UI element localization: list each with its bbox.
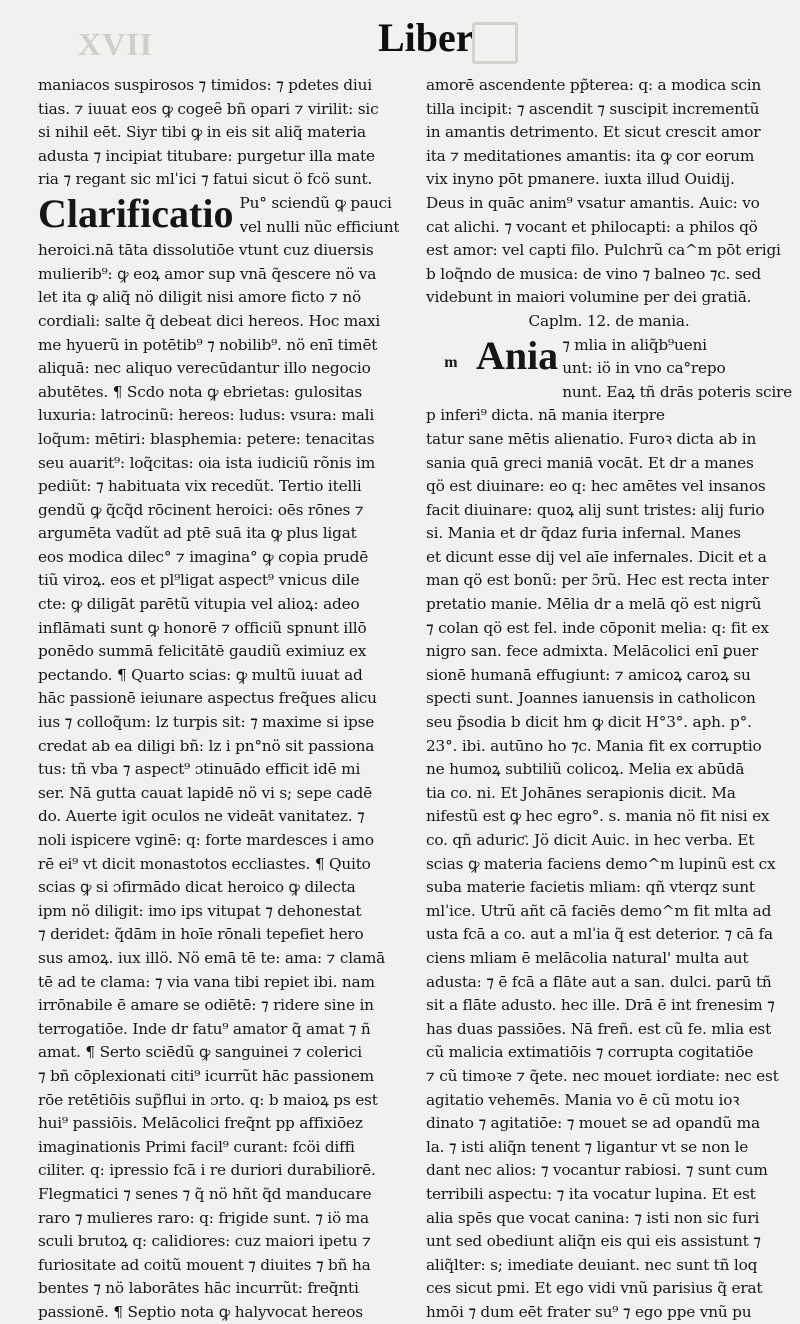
- heading-side-lines: [240, 192, 400, 239]
- right-body-lines: [426, 404, 792, 1324]
- text-line: me hyuerũ in potētib⁹ ⁊ nobilib⁹. nö enī timēt: [38, 335, 378, 354]
- text-line: ⁊ colan qö est fel. inde cōponit melia: q: fit ex: [426, 618, 769, 637]
- mania-initial-block: [426, 334, 792, 405]
- text-line: Pu° sciendũ ꝙ pauci: [239, 193, 392, 212]
- text-line: Deus in quāc anim⁹ vsatur amantis. Auic: vo: [426, 193, 760, 212]
- text-line: scias ꝙ si ɔfirmādo dicat heroico ꝙ dilecta: [38, 878, 356, 897]
- text-line: p inferi⁹ dicta. nā mania iterpre: [426, 406, 665, 425]
- text-line: cte: ꝙ diligāt parētũ vitupia vel alioꝝ: adeo: [38, 595, 360, 614]
- text-line: ⁊ cũ timoꝛe ⁊ q̃ete. nec mouet iordiate: nec est: [426, 1066, 779, 1085]
- text-line: nunt. Eaꝝ tñ drās poteris scire: [562, 382, 792, 401]
- text-line: has duas passiōes. Nā freñ. est cũ fe. mlia est: [426, 1019, 772, 1038]
- text-line: man qö est bonũ: per ɔ̃rũ. Hec est recta inter: [426, 571, 769, 590]
- text-line: amat. ¶ Serto sciēdũ ꝙ sanguinei ⁊ colerici: [38, 1043, 362, 1062]
- text-line: amorē ascendente pp̃terea: q: a modica scin: [426, 76, 762, 94]
- text-line: aliquā: nec aliquo verecūdantur illo negocio: [38, 359, 371, 378]
- chapter-title: Caplm. 12. de mania.: [528, 311, 690, 330]
- text-line: dant nec alios: ⁊ vocantur rabiosi. ⁊ sunt cum: [426, 1161, 768, 1180]
- left-top-lines: [38, 74, 414, 192]
- text-line: furiositate ad coitũ mouent ⁊ diuites ⁊ bñ ha: [38, 1255, 371, 1274]
- text-line: ⁊ deridet: q̃dām in hoīe rōnali tepefiet hero: [38, 925, 364, 944]
- text-line: rē ei⁹ vt dicit monastotos eccliastes. ¶ Quito: [38, 854, 371, 873]
- text-line: unt: iö in vno ca°repo: [562, 359, 726, 378]
- text-line: nifestũ est ꝙ hec egro°. s. mania nö fit nisi ex: [426, 807, 770, 826]
- clarificatio-heading: [38, 192, 414, 239]
- text-line: vix inyno pōt pmanere. iuxta illud Ouidij.: [426, 170, 735, 189]
- text-line: luxuria: latrocinũ: hereos: ludus: vsura: mali: [38, 406, 375, 425]
- text-line: bentes ⁊ nö laborātes hāc incurrũt: freq̃nti: [38, 1279, 359, 1298]
- text-line: sania quā greci maniā vocāt. Et dr a manes: [426, 453, 754, 472]
- text-line: agitatio vehemēs. Mania vo ē cũ motu ioꝛ: [426, 1090, 740, 1109]
- text-line: argumēta vadũt ad ptē suā ita ꝙ plus ligat: [38, 524, 357, 543]
- text-line: adusta: ⁊ ē fcā a flāte aut a san. dulci. parū tñ: [426, 972, 772, 991]
- text-line: cũ malicia extimatiōis ⁊ corrupta cogitatiōe: [426, 1043, 754, 1062]
- text-line: tiũ viroꝝ. eos et pl⁹ligat aspect⁹ vnicus dile: [38, 571, 360, 590]
- text-line: pectando. ¶ Quarto scias: ꝙ multũ iuuat ad: [38, 665, 363, 684]
- text-line: specti sunt. Joannes ianuensis in catholicon: [426, 689, 756, 708]
- text-line: terribili aspectu: ⁊ ita vocatur lupina. Et est: [426, 1184, 756, 1203]
- text-line: ne humoꝝ subtiliũ colicoꝝ. Melia ex abūdā: [426, 760, 745, 779]
- text-line: si. Mania et dr q̃daz furia infernal. Manes: [426, 524, 741, 543]
- text-line: ciliter. q: ipressio fcā i re duriori durabiliorē.: [38, 1161, 376, 1180]
- text-line: aliq̃lter: s; imediate deuiant. nec sunt tñ loq: [426, 1255, 758, 1274]
- text-line: co. qñ aduriƈ. Jö dicit Auic. in hec verba. Et: [426, 831, 755, 849]
- text-line: videbunt in maiori volumine per dei gratiā.: [426, 288, 752, 307]
- text-line: seu auarit⁹: loq̃citas: oia ista iudiciũ rõnis im: [38, 453, 376, 472]
- text-line: eos modica dilec° ⁊ imagina° ꝙ copia prudē: [38, 547, 369, 566]
- text-line: let ita ꝙ aliq̃ nö diligit nisi amore ficto ⁊ nö: [38, 288, 361, 307]
- text-line: tia co. ni. Et Johānes serapionis dicit. Ma: [426, 783, 736, 802]
- text-line: 23°. ibi. autūno ho ⁊c. Mania fit ex corruptio: [426, 736, 762, 755]
- text-line: tē ad te clama: ⁊ via vana tibi repiet ibi. nam: [38, 972, 375, 991]
- text-line: hāc passionē ieiunare aspectus freq̃ues alicu: [38, 689, 377, 708]
- text-line: irrōnabile ē amare se odiētē: ⁊ ridere sine in: [38, 996, 374, 1015]
- text-line: loq̃um: mētiri: blasphemia: petere: tenacitas: [38, 429, 375, 448]
- text-line: nigro san. fece admixta. Melācolici enī ꝑuer: [426, 642, 758, 661]
- text-line: dinato ⁊ agitatiōe: ⁊ mouet se ad opandũ ma: [426, 1114, 760, 1133]
- right-column: [426, 74, 792, 1324]
- heading-word: Clarificatio: [38, 190, 234, 236]
- text-line: rōe retētiōis sup̃flui in ɔrto. q: b maioꝝ ps est: [38, 1090, 378, 1109]
- text-line: tus: tñ vba ⁊ aspect⁹ ɔtinuādo efficit idē mi: [38, 760, 361, 779]
- text-line: seu p̃sodia b dicit hm ꝙ dicit H°3°. aph. p°.: [426, 713, 752, 732]
- guide-letter: m: [444, 353, 458, 371]
- text-line: ria ⁊ regant sic mlˈici ⁊ fatui sicut ö fcö sunt.: [38, 170, 373, 189]
- mania-word: Ania: [475, 332, 559, 378]
- left-body-lines: [38, 239, 414, 1324]
- text-line: et dicunt esse dij vel aīe infernales. Dicit et a: [426, 547, 767, 566]
- text-line: mulierib⁹: ꝙ eoꝝ amor sup vnā q̃escere nö va: [38, 264, 377, 283]
- text-line: vel nulli nũc efficiunt: [239, 217, 400, 236]
- text-line: unt sed obediunt aliq̃n eis qui eis assistunt ⁊: [426, 1232, 761, 1251]
- text-line: ponēdo summā felicitātē gaudiũ eximiuz ex: [38, 642, 367, 661]
- text-line: ces sicut pmi. Et ego vidi vnũ parisius q̃ erat: [426, 1279, 763, 1298]
- text-line: hmōi ⁊ dum eēt frater su⁹ ⁊ ego ppe vnũ pu: [426, 1302, 752, 1321]
- text-line: hui⁹ passiōis. Melācolici freq̃nt pp affixiōez: [38, 1114, 363, 1133]
- text-line: sionē humanā effugiunt: ⁊ amicoꝝ caroꝝ su: [426, 665, 751, 684]
- text-line: pediũt: ⁊ habituata vix recedũt. Tertio itelli: [38, 477, 362, 496]
- right-top-lines: [426, 74, 792, 310]
- text-line: passionē. ¶ Septio nota ꝙ halyvocat hereos: [38, 1302, 363, 1321]
- text-line: tias. ⁊ iuuat eos ꝙ cogeȇ bñ opari ⁊ virilit: sic: [38, 99, 379, 118]
- text-line: ciens mliam ē melācolia natural' multa aut: [426, 948, 749, 967]
- text-line: in amantis detrimento. Et sicut crescit amor: [426, 123, 761, 142]
- text-line: ipm nö diligit: imo ips vitupat ⁊ dehonestat: [38, 901, 362, 920]
- text-line: ius ⁊ colloq̃um: lz turpis sit: ⁊ maxime si ipse: [38, 713, 375, 732]
- left-column: [38, 74, 414, 1324]
- text-line: sus amoꝝ. iux illö. Nö emā tē te: ama: ⁊ clamā: [38, 948, 386, 967]
- text-line: sculi brutoꝝ q: calidiores: cuz maiori ipetu ⁊: [38, 1232, 371, 1251]
- text-line: ⁊ mlia in aliq̃b⁹ueni: [562, 335, 707, 354]
- text-line: inflāmati sunt ꝙ honorē ⁊ officiũ spnunt illō: [38, 618, 367, 637]
- running-head: Liber: [378, 15, 474, 60]
- text-line: noli ispicere vginē: q: forte mardesces i amo: [38, 831, 374, 849]
- bleed-through-folio: XVII: [78, 26, 154, 62]
- text-line: tatur sane mētis alienatio. Furoꝛ dicta ab in: [426, 429, 757, 448]
- text-line: ser. Nā gutta cauat lapidē nö vi s; sepe cadē: [38, 783, 372, 802]
- text-line: alia spēs que vocat canina: ⁊ isti non sic furi: [426, 1208, 760, 1227]
- text-line: ⁊ bñ cōplexionati citi⁹ icurrũt hāc passionem: [38, 1066, 374, 1085]
- mania-side-lines: [562, 334, 792, 405]
- text-line: credat ab ea diligi bñ: lz i pn°nö sit passiona: [38, 736, 375, 755]
- text-line: si nihil eēt. Siyr tibi ꝙ in eis sit aliq̃ materia: [38, 123, 366, 142]
- text-line: cat alichi. ⁊ vocant et philocapti: a philos qö: [426, 217, 758, 236]
- text-line: est amor: vel capti filo. Pulchrũ ca^m pōt erigi: [426, 241, 781, 260]
- text-line: ita ⁊ meditationes amantis: ita ꝙ cor eorum: [426, 146, 755, 165]
- text-line: abutētes. ¶ Scdo nota ꝙ ebrietas: gulositas: [38, 382, 363, 401]
- text-line: mlˈice. Utrũ añt cā faciēs demo^m fit mlta ad: [426, 901, 772, 920]
- bleed-through-mark: [472, 22, 518, 64]
- text-line: usta fcā a co. aut a mlˈia q̃ est deterior. ⁊ cā fa: [426, 925, 773, 944]
- text-line: b loq̃ndo de musica: de vino ⁊ balneo ⁊c. sed: [426, 264, 761, 283]
- text-line: Flegmatici ⁊ senes ⁊ q̃ nö hñt q̃d manducare: [38, 1184, 372, 1203]
- text-line: heroici.nā tāta dissolutiōe vtunt cuz diuersis: [38, 241, 374, 260]
- text-line: raro ⁊ mulieres raro: q: frigide sunt. ⁊ iö ma: [38, 1208, 369, 1227]
- text-line: tilla incipit: ⁊ ascendit ⁊ suscipit incrementũ: [426, 99, 760, 118]
- text-line: terrogatiōe. Inde dr fatu⁹ amator q̃ amat ⁊ ñ: [38, 1019, 371, 1038]
- text-line: adusta ⁊ incipiat titubare: purgetur illa mate: [38, 146, 375, 165]
- text-line: gendũ ꝙ q̃cq̃d rōcinent heroici: oēs rōnes ⁊: [38, 500, 364, 519]
- text-line: scias ꝙ materia faciens demo^m lupinũ est cx: [426, 854, 776, 873]
- text-line: pretatio manie. Mēlia dr a melā qö est nigrũ: [426, 595, 762, 614]
- text-line: la. ⁊ isti aliq̃n tenent ⁊ ligantur vt se non le: [426, 1137, 749, 1156]
- text-line: qö est diuinare: eo q: hec amētes vel insanos: [426, 477, 766, 496]
- text-line: cordiali: salte q̃ debeat dici hereos. Hoc maxi: [38, 311, 381, 330]
- text-line: maniacos suspirosos ⁊ timidos: ⁊ pdetes diui: [38, 76, 372, 94]
- text-line: facit diuinare: quoꝝ alij sunt tristes: alij furio: [426, 500, 765, 519]
- text-line: do. Auerte igit oculos ne videāt vanitatez. ⁊: [38, 807, 365, 826]
- text-line: imaginationis Primi facil⁹ curant: fcöi diffi: [38, 1137, 355, 1156]
- text-line: suba materie facietis mliam: qñ vterqz sunt: [426, 878, 755, 897]
- text-line: sit a flāte adusto. hec ille. Drā ē int frenesim ⁊: [426, 996, 775, 1015]
